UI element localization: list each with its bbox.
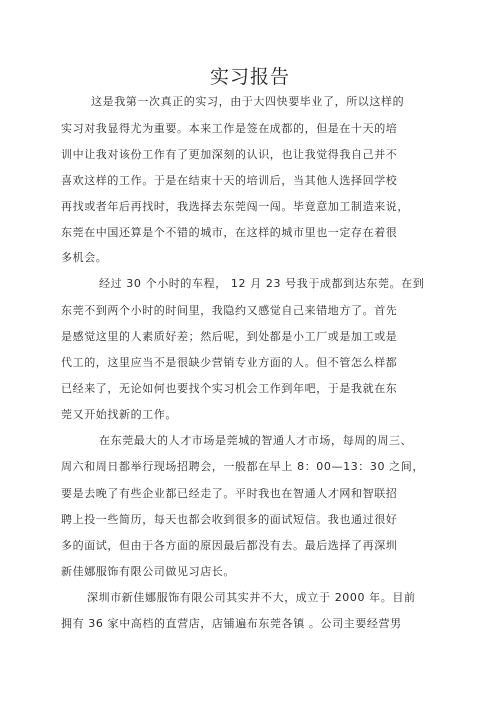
paragraph-line: 训中让我对该份工作有了更加深刻的认识，也让我觉得我自己并不 [61, 148, 398, 161]
paragraph-line: 周六和周日都举行现场招聘会，一般都在早上 8：00—13：30 之间， [61, 460, 424, 473]
paragraph-line: 再找或者年后再找时，我选择去东莞闯一闯。毕竟意加工制造来说， [61, 200, 409, 213]
paragraph-line: 实习对我显得尤为重要。本来工作是签在成都的，但是在十天的培 [61, 122, 398, 135]
paragraph-line: 莞又开始找新的工作。 [61, 408, 177, 421]
page-title: 实习报告 [209, 66, 290, 88]
paragraph-line: 多机会。 [61, 251, 108, 264]
paragraph-line: 东莞不到两个小时的时间里，我隐约又感觉自己来错地方了。首先 [61, 304, 398, 317]
paragraph-line: 多的面试，但由于各方面的原因最后都没有去。最后选择了再深圳 [61, 539, 398, 552]
paragraph-line: 新佳娜服饰有限公司做见习店长。 [61, 565, 235, 578]
paragraph-line: 要是去晚了有些企业都已经走了。平时我也在智通人才网和智联招 [61, 487, 398, 500]
paragraph-line: 聘上投一些简历，每天也都会收到很多的面试短信。我也通过很好 [61, 513, 398, 526]
paragraph-line: 经过 30 个小时的车程， 12 月 23 号我于成都到达东莞。在到 [99, 277, 425, 290]
paragraph-line: 是感觉这里的人素质好差；然后呢，到处都是小工厂或是加工或是 [61, 330, 398, 343]
paragraph-line: 深圳市新佳娜服饰有限公司其实并不大，成立于 2000 年。目前 [87, 591, 416, 604]
paragraph-line: 拥有 36 家中高档的直营店，店铺遍布东莞各镇 。公司主要经营男 [61, 617, 402, 630]
paragraph-line: 东莞在中国还算是个不错的城市，在这样的城市里也一定存在着很 [61, 226, 398, 239]
paragraph-line: 喜欢这样的工作。于是在结束十天的培训后，当其他人选择回学校 [61, 174, 398, 187]
paragraph-line: 已经来了，无论如何也要找个实习机会工作到年吧，于是我就在东 [61, 382, 398, 395]
paragraph-line: 在东莞最大的人才市场是莞城的智通人才市场，每周的周三、 [99, 434, 413, 447]
paragraph-line: 代工的，这里应当不是很缺少营销专业方面的人。但不管怎么样都 [61, 356, 398, 369]
paragraph-line: 这是我第一次真正的实习，由于大四快要毕业了，所以这样的 [91, 95, 405, 108]
